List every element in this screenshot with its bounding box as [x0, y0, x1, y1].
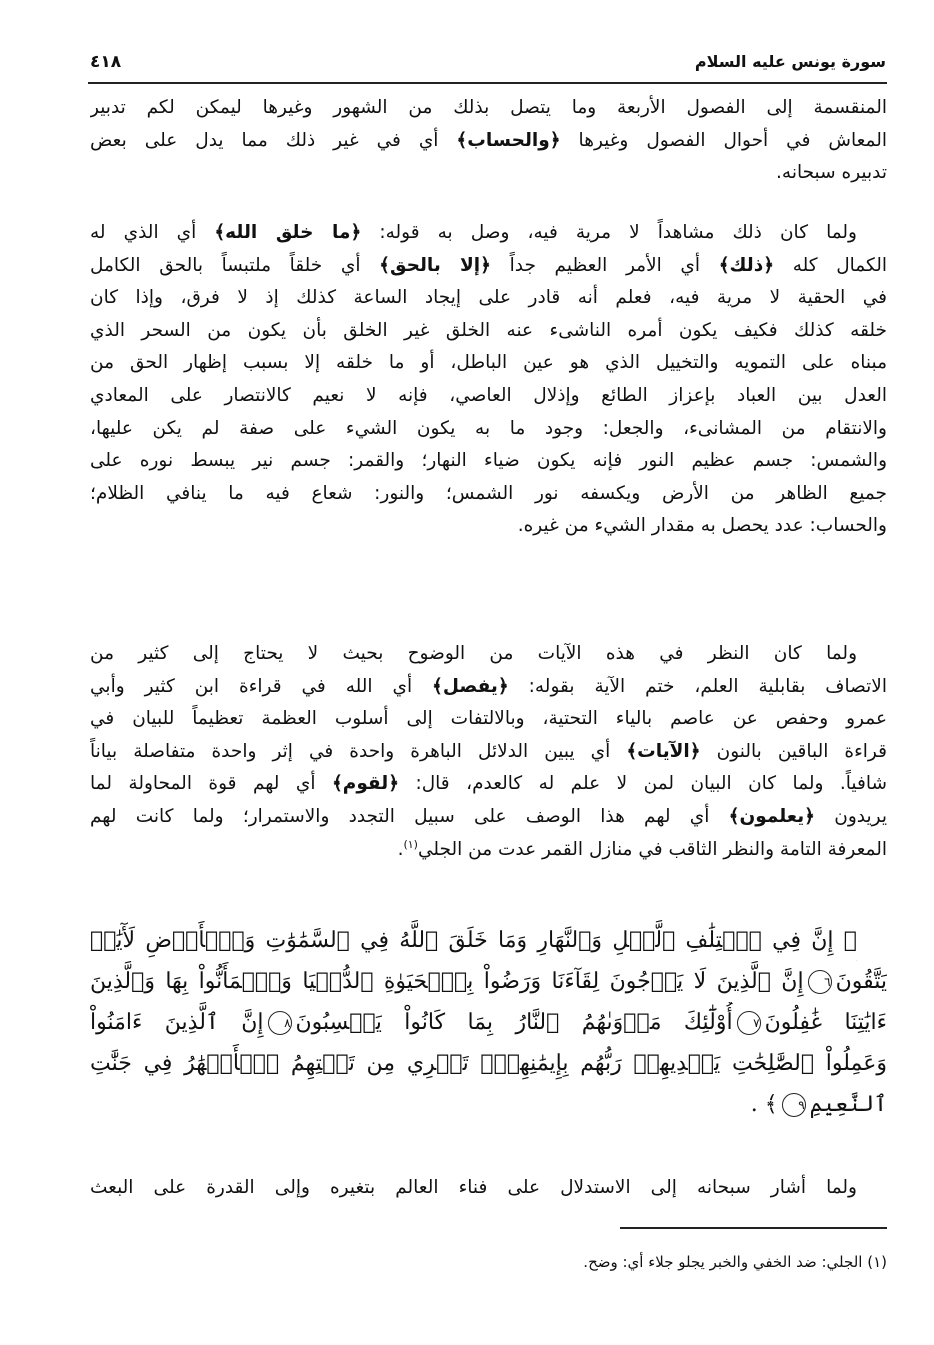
text-run: جميع الظاهر من الأرض ويكسفه نور الشمس؛ والنور: شعاع فيه ما ينافي الظلام؛ [90, 482, 887, 504]
text-line [90, 1043, 887, 1084]
text-line [90, 1002, 887, 1043]
text-run: المعاش في أحوال الفصول وغيرها [560, 129, 887, 151]
text-run: أي في غير ذلك مما يدل على بعض [90, 129, 457, 151]
text-line [90, 1172, 887, 1205]
text-line [90, 217, 887, 250]
text-run: العدل بين العباد بإعزاز الطائع وإذلال العاصي، فإنه لا نعيم كالانتصار على المعادي [90, 384, 887, 406]
page-number: ٤١٨ [90, 52, 122, 72]
footnote-marker: (١) [867, 1253, 887, 1271]
text-line [90, 961, 887, 1002]
quoted-term: ﴿ما خلق الله﴾ [214, 222, 362, 243]
text-run: يريدون [815, 805, 887, 827]
text-line [90, 445, 887, 478]
text-line [90, 768, 887, 801]
text-run: ﴿ إِنَّ فِي ٱخۡتِلَٰفِ ٱلَّيۡلِ وَٱلنَّهَارِ وَمَا خَلَقَ ٱللَّهُ فِي ٱلسَّمَٰوَٰتِ وَٱلۡأَرۡضِ لَأٓيَٰتٖ [90, 928, 857, 953]
footnote-reference: (١) [403, 837, 418, 851]
text-line [90, 92, 887, 125]
text-run: أي يبين الدلائل الباهرة واحدة في إثر واحدة متفاصلة بياناً [90, 740, 627, 762]
text-line [90, 671, 887, 704]
text-line [90, 801, 887, 834]
text-run: مبناه على التمويه والتخييل الذي هو عين الباطل، أو ما خلقه إلا بسبب إظهار الحق من [90, 352, 887, 374]
text-run: الكمال كله [774, 254, 887, 276]
text-run: عمرو وحفص عن عاصم بالياء التحتية، وبالالتفات إلى أسلوب العظمة تعظيماً للبيان في [90, 708, 887, 730]
ayah-number-marker: ٦ [808, 970, 832, 994]
text-run: وَعَمِلُواْ ٱلصَّٰلِحَٰتِ يَهۡدِيهِمۡ رَبُّهُم بِإِيمَٰنِهِمۡۖ تَجۡرِي مِن تَحۡتِهِمُ ٱلۡأَنۡهَٰرُ فِي جَنَّٰتِ [90, 1051, 887, 1076]
text-line [90, 703, 887, 736]
quoted-term: ﴿يفصل﴾ [432, 675, 509, 697]
text-line [90, 380, 887, 413]
text-run: والحساب: عدد يحصل به مقدار الشيء من غيره. [517, 515, 887, 537]
paragraph-2 [90, 217, 887, 543]
paragraph-4 [90, 1172, 887, 1205]
footnote-rule [620, 1227, 887, 1229]
text-run: إِنَّ ٱلَّذِينَ لَا يَرۡجُونَ لِقَآءَنَا وَرَضُواْ بِٱلۡحَيَوٰةِ ٱلدُّنۡيَا وَٱطۡمَأَنُّواْ بِهَا وَٱلَّذِينَ [90, 969, 804, 994]
text-run: أي الأمر العظيم جداً [490, 254, 719, 276]
text-run: والانتقام من المشانىء، والجعل: وجود ما به يكون الشيء على صفة لم يكن عليها، [90, 417, 887, 439]
text-line [90, 315, 887, 348]
text-line [90, 736, 887, 769]
text-run: ٱلنَّعِيمِ [809, 1092, 887, 1117]
text-run: أُوْلَٰٓئِكَ مَأۡوَىٰهُمُ ٱلنَّارُ بِمَا كَانُواْ يَكۡسِبُونَ [295, 1010, 733, 1035]
text-run: شافياً. ولما كان البيان لمن لا علم له كالعدم، قال: [399, 773, 887, 795]
text-line [90, 478, 887, 511]
quoted-term: ﴿يعلمون﴾ [728, 805, 816, 827]
text-line [90, 125, 887, 158]
text-line [90, 413, 887, 446]
quoted-term: ﴿لقوم﴾ [331, 773, 400, 795]
text-run: ﴾ . [750, 1092, 778, 1117]
text-run: خلقه كذلك فكيف يكون أمره الناشىء عنه الخلق غير الخلق بأن يكون من السحر الذي [90, 319, 887, 341]
ayah-number-marker: ٨ [268, 1011, 292, 1035]
quoted-term: ﴿والحساب﴾ [456, 129, 561, 151]
text-run: ولما كان ذلك مشاهداً لا مرية فيه، وصل به قوله: [361, 222, 857, 243]
text-line [90, 1084, 887, 1125]
text-run: أي لهم هذا الوصف على سبيل التجدد والاستمرار؛ ولما كانت لهم [90, 805, 729, 827]
text-run: أي الذي له [90, 222, 215, 243]
text-run: ءَايَٰتِنَا غَٰفِلُونَ [764, 1010, 887, 1035]
text-line [90, 920, 887, 961]
quran-verses [90, 920, 887, 1125]
ayah-number-marker: ٧ [737, 1011, 761, 1035]
text-run: ولما أشار سبحانه إلى الاستدلال على فناء العالم بتغيره وإلى القدرة على البعث [90, 1177, 857, 1198]
text-run: الاتصاف بقابلية العلم، ختم الآية بقوله: [508, 675, 887, 697]
text-run: . [397, 838, 404, 860]
paragraph-1 [90, 92, 887, 190]
text-run: والشمس: جسم عظيم النور فإنه يكون ضياء النهار؛ والقمر: جسم نير يبسط نوره على [90, 450, 887, 472]
text-line [90, 510, 887, 543]
footnote [90, 1248, 887, 1276]
text-run: تدبيره سبحانه. [776, 162, 887, 184]
text-run: ولما كان النظر في هذه الآيات من الوضوح بحيث لا يحتاج إلى كثير من [90, 643, 857, 664]
quoted-term: ﴿الآيات﴾ [626, 740, 701, 762]
text-line [90, 157, 887, 190]
text-run: المنقسمة إلى الفصول الأربعة وما يتصل بذلك من الشهور وغيرها ليمكن لكم تدبير [90, 97, 887, 118]
text-run: أي لهم قوة المحاولة لما [90, 773, 332, 795]
text-run: المعرفة التامة والنظر الثاقب في منازل القمر عدت من الجلي [417, 838, 887, 860]
ayah-number-marker: ٩ [782, 1093, 806, 1117]
text-line [90, 834, 887, 867]
text-line [90, 250, 887, 283]
text-run: أي الله في قراءة ابن كثير وأبي [90, 675, 433, 697]
text-line [90, 347, 887, 380]
text-line [90, 282, 887, 315]
quoted-term: ﴿ذلك﴾ [718, 254, 775, 276]
text-run: قراءة الباقين بالنون [700, 740, 887, 762]
text-run: إِنَّ ٱلَّذِينَ ءَامَنُواْ [90, 1010, 264, 1035]
footnote-text: الجلي: ضد الخفي والخبر يجلو جلاء أي: وضح. [583, 1253, 868, 1271]
text-run: أي خلقاً ملتبساً بالحق الكامل [90, 254, 380, 276]
quoted-term: ﴿إلا بالحق﴾ [379, 254, 491, 276]
header-rule [88, 82, 887, 84]
text-line [90, 638, 887, 671]
paragraph-3 [90, 638, 887, 866]
text-run: يَتَّقُونَ [835, 969, 887, 994]
text-run: في الحقية لا مرية فيه، فعلم أنه قادر على إيجاد الساعة كذلك إذ لا فرق، وإذا كان [90, 287, 887, 309]
running-header-title: سورة يونس عليه السلام [694, 52, 886, 71]
